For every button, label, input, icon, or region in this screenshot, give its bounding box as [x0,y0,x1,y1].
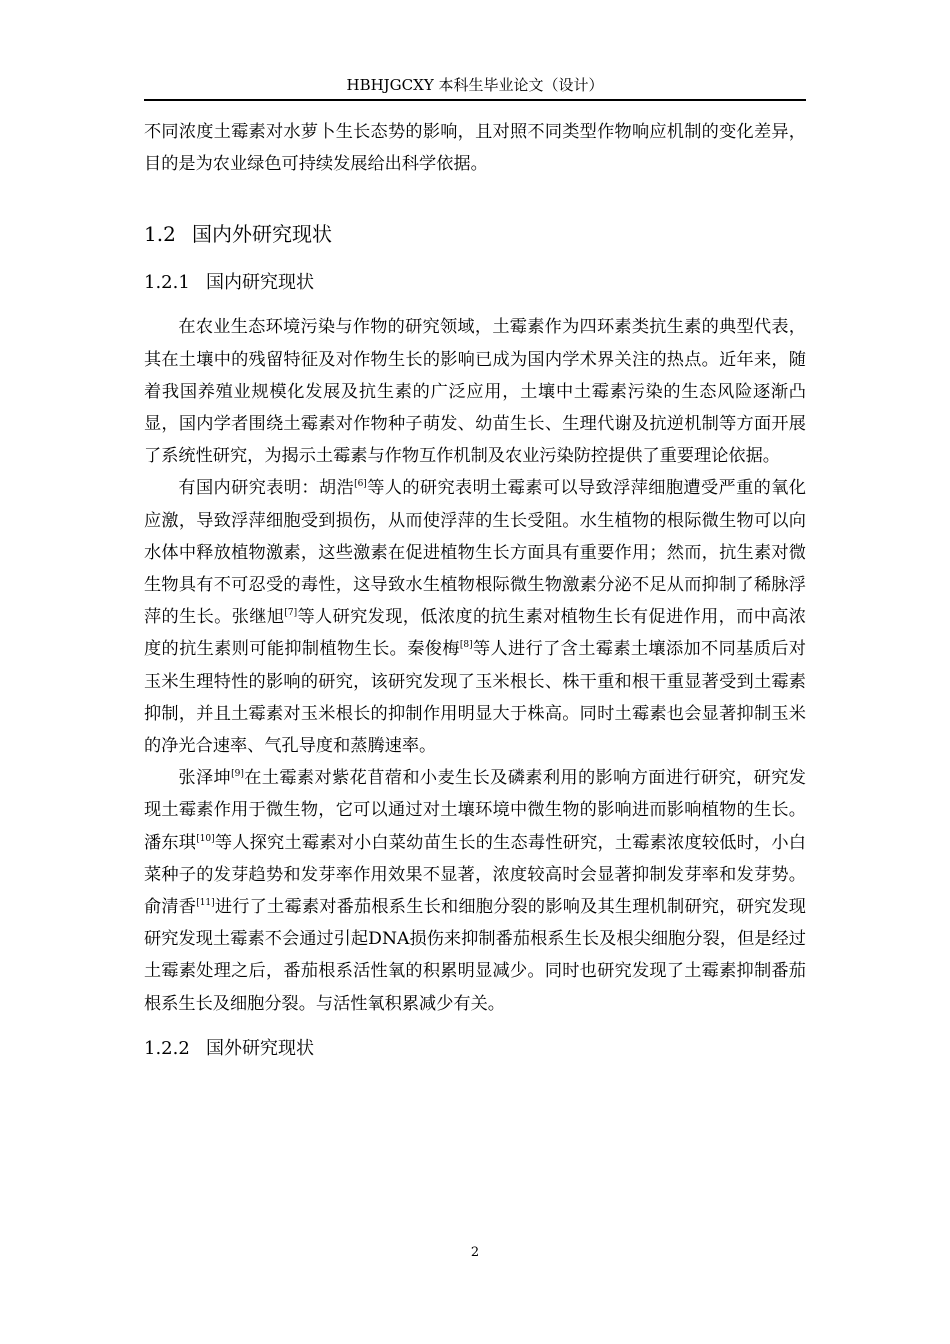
citation-7: [7] [284,608,298,619]
text-run: 在土霉素对紫花苜蓿和小麦生长及磷素利用的影响方面进行研究，研究发现土霉素作用于微生物，它可以通过对土壤环境中微生物的影响进而影响植物的生长。潘东琪 [144,768,806,853]
section-title: 国内研究现状 [206,272,314,294]
citation-8: [8] [459,640,473,651]
text-run: 进行了土霉素对番茄根系生长和细胞分裂的影响及其生理机制研究，研究发现研究发现土霉素不会通过引起DNA损伤来抑制番茄根系生长及根尖细胞分裂，但是经过土霉素处理之后，番茄根系活性氧的积累明显减少。同时也研究发现了土霉素抑制番茄根系生长及细胞分裂。与活性氧积累减少有关。 [144,897,806,1014]
text-run: 等人研究发现，低浓度的抗生素对植物生长有促进作用，而中高浓度的抗生素则可能抑制植物生长。秦俊梅 [144,607,806,660]
paragraph-3 [144,762,806,1020]
page-body [144,116,806,1062]
intro-paragraph: 不同浓度土霉素对水萝卜生长态势的影响，且对照不同类型作物响应机制的变化差异，目的是为农业绿色可持续发展给出科学依据。 [144,122,806,175]
section-number: 1.2 [144,222,176,247]
text-run: 等人的研究表明土霉素可以导致浮萍细胞遭受严重的氧化应激，导致浮萍细胞受到损伤，从而使浮萍的生长受阻。水生植物的根际微生物可以向水体中释放植物激素，这些激素在促进植物生长方面具有重要作用；然而，抗生素对微生物具有不可忍受的毒性，这导致水生植物根际微生物激素分泌不足从而抑制了稀脉浮萍的生长。张继旭 [144,478,806,628]
page-header: HBHJGCXY 本科生毕业论文（设计） [346,76,604,94]
header-rule [144,99,806,101]
section-number: 1.2.1 [144,272,190,294]
paragraph-1: 在农业生态环境污染与作物的研究领域，土霉素作为四环素类抗生素的典型代表，其在土壤中的残留特征及对作物生长的影响已成为国内学术界关注的热点。近年来，随着我国养殖业规模化发展及抗生素的广泛应用，土壤中土霉素污染的生态风险逐渐凸显，国内学者围绕土霉素对作物种子萌发、幼苗生长、生理代谢及抗逆机制等方面开展了系统性研究，为揭示土霉素与作物互作机制及农业污染防控提供了重要理论依据。 [144,317,806,467]
section-heading-1-2-1 [144,270,806,296]
text-run: 有国内研究表明：胡浩 [178,478,355,499]
paragraph-2 [144,472,806,762]
section-title: 国外研究现状 [206,1037,314,1059]
citation-6: [6] [354,479,367,490]
citation-9: [9] [231,769,244,780]
section-number: 1.2.2 [144,1037,190,1059]
page-number: 2 [470,1245,480,1260]
text-run: 等人探究土霉素对小白菜幼苗生长的生态毒性研究，土霉素浓度较低时，小白菜种子的发芽趋势和发芽率作用效果不显著，浓度较高时会显著抑制发芽率和发芽势。俞清香 [144,832,806,918]
section-heading-1-2 [144,220,806,248]
section-heading-1-2-2 [144,1036,806,1062]
section-title: 国内外研究现状 [192,222,332,247]
citation-10: [10] [196,833,215,844]
text-run: 等人进行了含土霉素土壤添加不同基质后对玉米生理特性的影响的研究，该研究发现了玉米根长、株干重和根干重显著受到土霉素抑制，并且土霉素对玉米根长的抑制作用明显大于株高。同时土霉素也会显著抑制玉米的净光合速率、气孔导度和蒸腾速率。 [144,639,806,757]
text-run: 张泽坤 [178,768,232,789]
citation-11: [11] [196,898,215,909]
